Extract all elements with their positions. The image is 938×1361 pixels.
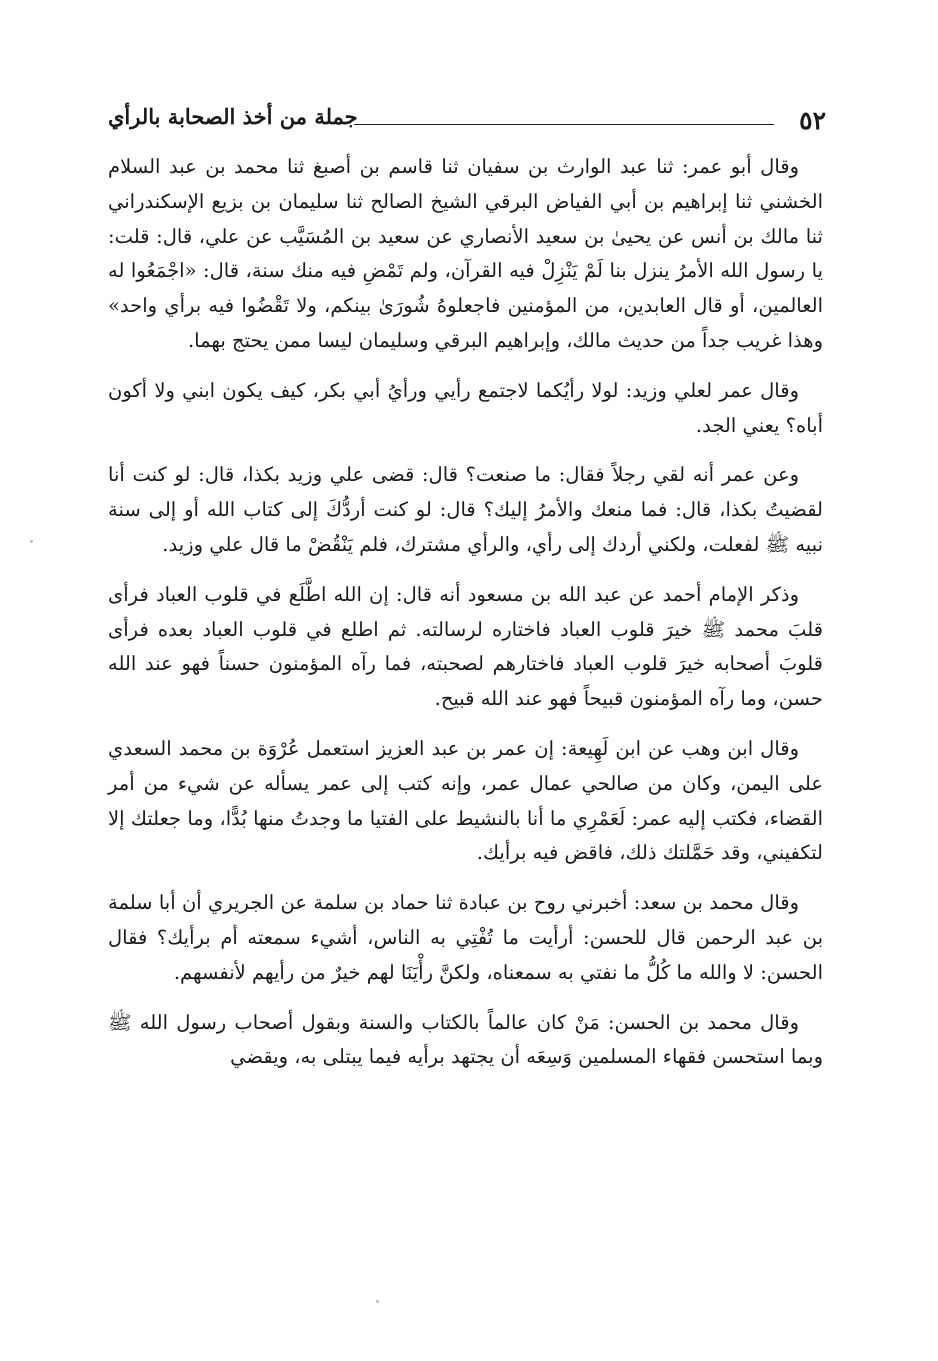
scan-speck bbox=[376, 1300, 379, 1303]
page-header bbox=[108, 100, 826, 140]
paragraph: وعن عمر أنه لقي رجلاً فقال: ما صنعت؟ قال: قضى علي وزيد بكذا، قال: لو كنت أنا لقضيتُ بكذا، قال: فما منعك والأمرُ إليك؟ قال: لو كنت أردُّكَ إلى كتاب الله أو إلى سنة نبيه ﷺ لفعلت، ولكني أردك إلى رأي، والرأي مشترك، فلم يَنْقُضْ ما قال علي وزيد. bbox=[108, 463, 823, 556]
scan-speck bbox=[30, 540, 33, 543]
paragraph: وقال عمر لعلي وزيد: لولا رأيُكما لاجتمع رأيي ورأيُ أبي بكر، كيف يكون ابني ولا أكون أباه؟ يعني الجد. bbox=[108, 378, 823, 437]
paragraph: وقال أبو عمر: ثنا عبد الوارث بن سفيان ثنا قاسم بن أصبغ ثنا محمد بن عبد السلام الخشني ثنا إبراهيم بن أبي الفياض البرقي الشيخ الصالح ثنا سليمان بن بزيع الإسكندراني ثنا مالك بن أنس عن يحيىٰ بن سعيد الأنصاري عن سعيد بن المُسَيَّب عن علي، قال: قلت: يا رسول الله الأمرُ ينزل بنا لَمْ يَنْزِلْ فيه القرآن، ولم تَمْضِ فيه منك سنة، قال: «اجْمَعُوا له العالمين، أو قال العابدين، من المؤمنين فاجعلوهُ شُورَىٰ بينكم، ولا تَقْضُوا فيه برأي واحد» وهذا غريب جداً من حديث مالك، وإبراهيم البرقي وسليمان ليسا ممن يحتج بهما. bbox=[108, 155, 823, 352]
page-number: ٥٢ bbox=[799, 106, 826, 135]
paragraph: وقال محمد بن سعد: أخبرني روح بن عبادة ثنا حماد بن سلمة عن الجريري أن أبا سلمة بن عبد الرحمن قال للحسن: أرأيت ما تُفْتِي به الناس، أشيء سمعته أم برأيك؟ فقال الحسن: لا والله ما كُلُّ ما نفتي به سمعناه، ولكنَّ رأْيَنَا لهم خيرٌ من رأيهم لأنفسهم. bbox=[108, 891, 824, 984]
header-rule bbox=[354, 124, 774, 125]
paragraph: وذكر الإمام أحمد عن عبد الله بن مسعود أنه قال: إن الله اطَّلَع في قلوب العباد فرأى قلبَ محمد ﷺ خيرَ قلوب العباد فاختاره لرسالته. ثم اطلع في قلوب العباد بعده فرأى قلوبَ أصحابه خيرَ قلوب العباد فاختارهم لصحبته، فما رآه المؤمنون حسناً فهو عند الله حسن، وما رآه المؤمنون قبيحاً فهو عند الله قبيح. bbox=[108, 582, 823, 711]
running-title: جملة من أخذ الصحابة بالرأي bbox=[108, 104, 358, 129]
paragraph: وقال محمد بن الحسن: مَنْ كان عالماً بالكتاب والسنة وبقول أصحاب رسول الله ﷺ وبما استحسن فقهاء المسلمين وَسِعَه أن يجتهد برأيه فيما يبتلى به، ويقضي bbox=[108, 1010, 823, 1069]
main-text bbox=[108, 150, 823, 1075]
paragraph: وقال ابن وهب عن ابن لَهِيعة: إن عمر بن عبد العزيز استعمل عُرْوَة بن محمد السعدي على اليمن، وكان من صالحي عمال عمر، وإنه كتب إلى عمر يسأله عن شيء من أمر القضاء، فكتب إليه عمر: لَعَمْرِي ما أنا بالنشيط على الفتيا ما وجدتُ منها بُدًّا، وما جعلتك إلا لتكفيني، وقد حَمَّلتك ذلك، فاقض فيه برأيك. bbox=[108, 736, 823, 865]
